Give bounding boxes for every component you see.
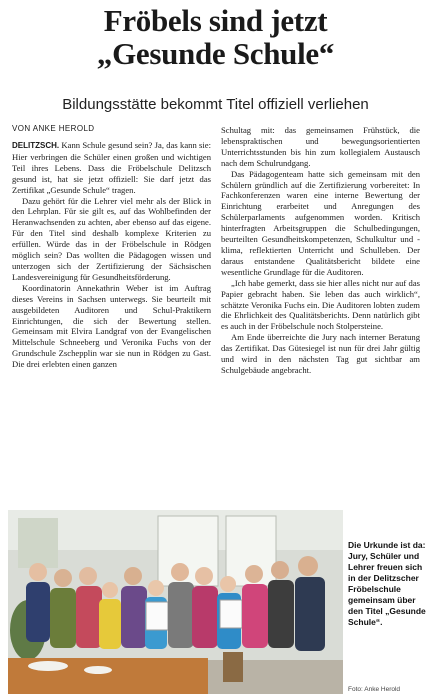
headline-line-2: „Gesunde Schule“ xyxy=(96,36,335,71)
paragraph-4: Schultag mit: das gemeinsamen Frühstück, die lebenspraktischen und bewegungsorientierten Unterrichtsstunden bis hin zum kollegialem Austausch nach dem Schulrundgang. xyxy=(221,125,420,168)
paragraph-1 xyxy=(12,140,211,196)
paragraph-6: „Ich habe gemerkt, dass sie hier alles nicht nur auf das Papier gebracht haben. Sie leben das auch wirklich“, schätzte Veronika Fuchs ein. Die Auditoren lobten zudem die Ehrlichkeit des Qualitätsberichts. Denn natürlich gibt es auch in der Fröbelschule noch Stolpersteine. xyxy=(221,277,420,332)
subheadline: Bildungsstätte bekommt Titel offiziell verliehen xyxy=(62,96,369,113)
byline: VON ANKE HEROLD xyxy=(12,124,95,133)
group-photo xyxy=(8,510,343,694)
photo-caption: Die Urkunde ist da: Jury, Schüler und Lehrer freuen sich in der Delitzscher Fröbelschule gemeinsam über den Titel „Gesunde Schule“. xyxy=(348,540,426,627)
dateline: DELITZSCH. xyxy=(12,141,60,150)
paragraph-7: Am Ende überreichte die Jury nach interner Beratung das Zertifikat. Das Gütesiegel ist nun für drei Jahr gültig und wird in den nächsten Tag gut sichtbar am Schulgebäude angebracht. xyxy=(221,332,420,375)
article-column-left xyxy=(12,140,211,504)
article-column-right xyxy=(221,125,420,503)
headline xyxy=(0,4,431,70)
paragraph-5: Das Pädagogenteam hatte sich gemeinsam mit den Schülern gründlich auf die Zertifizierung vorbereitet: In Fachkonferenzen waren eine interne Bewertung der Einrichtung erarbeitet und Anregungen des Schülerparlaments aufgenommen worden. Kritisch hinterfragten Arbeitsgruppen die Schulbedingungen, beurteilten Gesundheitskompetenzen, Schulkultur und -klima, reflektierten Unterricht und Schulleben. Der daraus entstandene Qualitätsbericht bildete eine wesentliche Grundlage für die Auditoren. xyxy=(221,168,420,277)
photo-credit: Foto: Anke Herold xyxy=(348,686,401,693)
headline-line-1: Fröbels sind jetzt xyxy=(103,3,328,38)
paragraph-2: Dazu gehört für die Lehrer viel mehr als der Blick in den Lehrplan. Für sie gilt es, auf das Wohlbefinden der Heranwachsenden zu achten, aber ebenso auf das eigene. Für den Titel sind deshalb komplexe Kriterien zu erfüllen. Würde das in der Fröbelschule in Rödgen möglich sein? Das wollten die Pädagogen wissen und unterzogen sich der Zertifizierung der Sächsischen Landesvereinigung für Gesundheitsförderung. xyxy=(12,195,211,282)
paragraph-1-text: Kann Schule gesund sein? Ja, das kann sie: Hier verbringen die Schüler einen großen und wichtigen Teil ihres Lebens. Dass die Fröbelschule Delitzsch gesund ist, hat sie jetzt offiziell: Sie darf jetzt das Zertifikat „Gesunde Schule“ tragen. xyxy=(12,140,211,195)
paragraph-3: Koordinatorin Annekathrin Weber ist im Auftrag dieses Vereins in Sachsen unterwegs. Sie beurteilt mit ausgebildeten Auditoren und Schul-Praktikern Einrichtungen, die sich der Bewertung stellen. Gemeinsam mit Elvira Landgraf von der Evangelischen Mittelschule Schneeberg und Veronika Fuchs von der Grundschule Zschepplin war sie nun in Rödgen zu Gast. Die drei erlebten einen ganzen xyxy=(12,282,211,370)
